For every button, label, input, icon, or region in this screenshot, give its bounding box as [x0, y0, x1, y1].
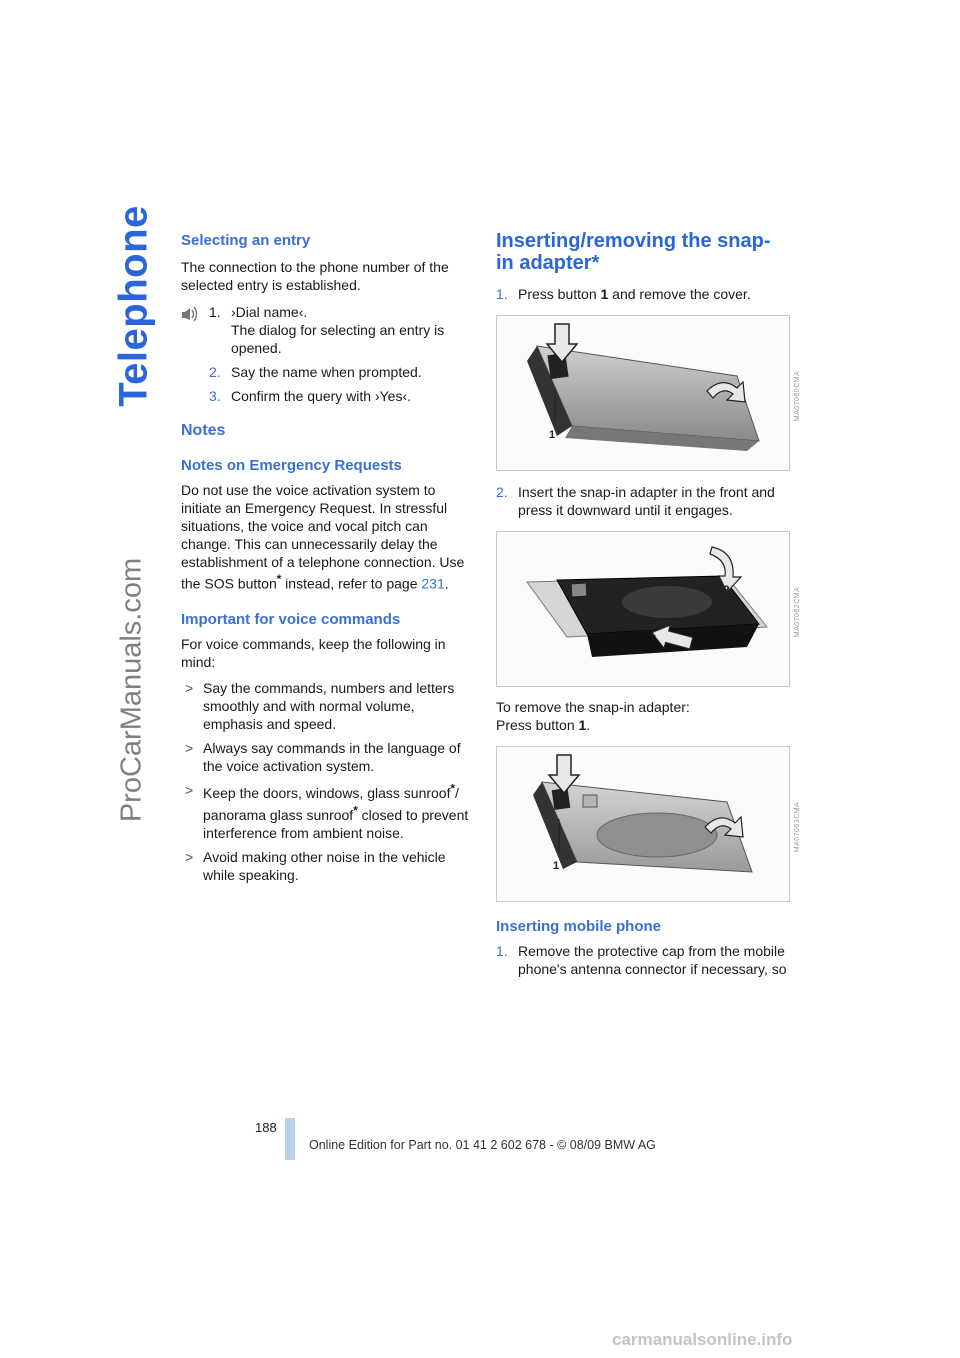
list-item-text: Avoid making other noise in the vehicle while speaking.	[203, 848, 446, 883]
notes-heading: Notes	[181, 422, 226, 439]
step-number: 1.	[496, 943, 508, 959]
step-1	[496, 285, 796, 303]
voice-step-1	[209, 303, 473, 357]
emergency-heading: Notes on Emergency Requests	[181, 457, 402, 474]
figure-insert-adapter	[496, 531, 801, 687]
button-ref: 1	[578, 717, 587, 733]
figure-code-text: MA07062CMA	[794, 586, 801, 638]
list-item-text-part: / panorama glass sunroof	[203, 785, 459, 823]
watermark: carmanualsonline.info	[612, 1330, 793, 1349]
voice-commands-heading: Important for voice commands	[181, 610, 401, 628]
step-2	[496, 483, 796, 519]
remove-adapter-text	[496, 716, 796, 734]
button-ref: 1	[600, 286, 609, 302]
emergency-text	[181, 481, 473, 593]
page-number: 188	[255, 1120, 277, 1135]
heading-line: in adapter	[496, 252, 592, 274]
step-text	[518, 286, 751, 302]
voice-step-3	[209, 387, 473, 405]
figure-remove-adapter	[496, 746, 801, 902]
selecting-entry-heading: Selecting an entry	[181, 232, 311, 249]
list-item-text-part: closed to prevent interference from ambient noise.	[203, 806, 469, 841]
option-star: *	[276, 573, 282, 586]
voice-command-steps	[181, 303, 473, 405]
list-item	[181, 781, 473, 842]
mobile-phone-heading: Inserting mobile phone	[496, 918, 662, 935]
right-column	[496, 230, 801, 984]
site-side-label	[112, 557, 152, 823]
voice-step-text: ›Dial name‹.	[231, 304, 308, 320]
step-number: 2.	[496, 484, 508, 500]
selecting-entry-text: The connection to the phone number of the selected entry is established.	[181, 259, 449, 293]
list-item-text: Always say commands in the language of the voice activation system.	[203, 739, 461, 774]
figure-callout-1: 1	[649, 625, 656, 639]
voice-command-icon	[181, 305, 199, 321]
remove-text-part: Press button	[496, 717, 579, 733]
figure-callout-1: 1	[549, 429, 556, 441]
adapter-insert-illustration	[497, 532, 791, 688]
bullet-mark: >	[185, 739, 194, 756]
figure-code	[793, 787, 803, 867]
heading-line: Inserting/removing the snap-	[496, 230, 771, 252]
figure-remove-cover	[496, 315, 801, 471]
adapter-cover-illustration	[497, 316, 791, 472]
list-item	[181, 848, 473, 884]
page-ref-link[interactable]: 231	[421, 575, 445, 592]
voice-step-number: 2.	[209, 364, 221, 380]
step-text: Insert the snap-in adapter in the front and press it downward until it engages.	[518, 484, 775, 518]
figure-code	[793, 356, 803, 436]
list-item-text-part: Keep the doors, windows, glass sunroof	[203, 785, 451, 802]
emergency-text-part: Do not use the voice activation system to initiate an Emergency Request. In stressful situations, the voice and vocal pitch can change. This can unnecessarily delay the establishment of a telephone connection. Use the SOS button	[181, 482, 465, 592]
bullet-mark: >	[185, 848, 194, 865]
emergency-text-part: instead, refer to page	[281, 575, 422, 592]
adapter-remove-illustration	[497, 747, 791, 903]
step-text-part: and remove the cover.	[608, 286, 751, 302]
voice-step-text: The dialog for selecting an entry is opened.	[231, 322, 445, 356]
option-star: *	[353, 804, 358, 818]
footer-accent-bar	[285, 1118, 295, 1160]
voice-commands-list	[181, 679, 473, 884]
voice-step-text: Say the name when prompted.	[231, 364, 422, 380]
figure-callout-1: 1	[553, 860, 560, 872]
bullet-mark: >	[185, 781, 194, 798]
remove-adapter-intro: To remove the snap-in adapter:	[496, 699, 690, 715]
emergency-text-part: .	[444, 575, 449, 592]
left-column	[181, 232, 473, 890]
remove-text-part: .	[586, 717, 591, 733]
figure-code-text: MA07063CMA	[794, 801, 801, 853]
voice-step-text: Confirm the query with ›Yes‹.	[231, 388, 411, 404]
snap-in-adapter-heading	[496, 230, 796, 274]
voice-step-number: 1.	[209, 304, 221, 320]
list-item-text: Say the commands, numbers and letters smoothly and with normal volume, emphasis and speed.	[203, 679, 455, 732]
site-name: ProCarManuals.com	[115, 557, 148, 823]
chapter-title: Telephone	[111, 205, 156, 407]
figure-callout-2: 2	[723, 583, 730, 597]
chapter-side-label	[108, 205, 160, 407]
list-item-text	[203, 782, 469, 841]
step-text-part: Press button	[518, 286, 601, 302]
footer-edition: Online Edition for Part no. 01 41 2 602 678 - © 08/09 BMW AG	[309, 1138, 656, 1152]
mobile-step-1	[496, 942, 796, 978]
list-item	[181, 679, 473, 733]
option-star: *	[450, 782, 456, 796]
voice-step-number: 3.	[209, 388, 221, 404]
figure-code-text: MA07060CMA	[794, 370, 801, 422]
voice-step-2	[209, 363, 473, 381]
voice-commands-intro: For voice commands, keep the following in mind:	[181, 635, 446, 670]
step-text: Remove the protective cap from the mobile phone's antenna connector if necessary, so	[518, 943, 787, 977]
option-star: *	[591, 252, 600, 274]
figure-code	[793, 572, 803, 652]
bullet-mark: >	[185, 679, 194, 696]
step-number: 1.	[496, 286, 508, 302]
list-item	[181, 739, 473, 775]
